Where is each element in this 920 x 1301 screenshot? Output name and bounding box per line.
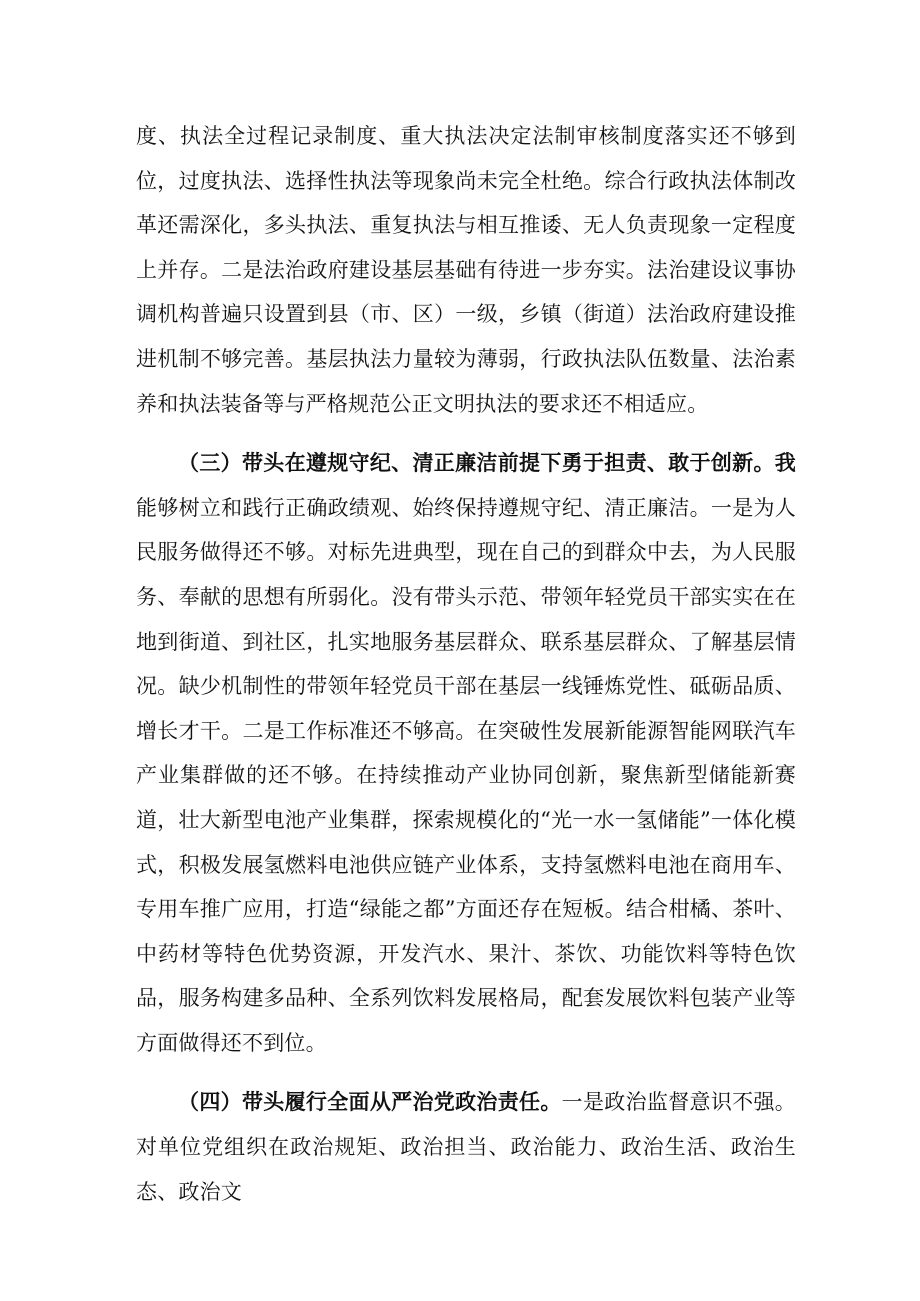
document-body	[136, 114, 796, 1214]
paragraph-section-three	[136, 441, 796, 1065]
paragraph-text: 一是政治监督意识不强。对单位党组织在政治规矩、政治担当、政治能力、政治生活、政治生态、政治文	[136, 1090, 796, 1204]
section-three-heading: （三）带头在遵规守纪、清正廉洁前提下勇于担责、敢于创新。我	[178, 450, 796, 476]
paragraph-text: 度、执法全过程记录制度、重大执法决定法制审核制度落实还不够到位，过度执法、选择性执法等现象尚未完全杜绝。综合行政执法体制改革还需深化，多头执法、重复执法与相互推诿、无人负责现象一定程度上并存。二是法治政府建设基层基础有待进一步夯实。法治建设议事协调机构普遍只设置到县（市、区）一级，乡镇（街道）法治政府建设推进机制不够完善。基层执法力量较为薄弱，行政执法队伍数量、法治素养和执法装备等与严格规范公正文明执法的要求还不相适应。	[136, 124, 796, 416]
paragraph-rule-of-law	[136, 114, 796, 426]
paragraph-section-four	[136, 1080, 796, 1214]
section-four-heading: （四）带头履行全面从严治党政治责任。	[178, 1089, 562, 1115]
paragraph-text: 能够树立和践行正确政绩观、始终保持遵规守纪、清正廉洁。一是为人民服务做得还不够。对标先进典型，现在自己的到群众中去，为人民服务、奉献的思想有所弱化。没有带头示范、带领年轻党员干部实实在在地到街道、到社区，扎实地服务基层群众、联系基层群众、了解基层情况。缺少机制性的带领年轻党员干部在基层一线锤炼党性、砥砺品质、增长才干。二是工作标准还不够高。在突破性发展新能源智能网联汽车产业集群做的还不够。在持续推动产业协同创新，聚焦新型储能新赛道，壮大新型电池产业集群，探索规模化的“光一水一氢储能”一体化模式，积极发展氢燃料电池供应链产业体系，支持氢燃料电池在商用车、专用车推广应用，打造“绿能之都”方面还存在短板。结合柑橘、茶叶、中药材等特色优势资源，开发汽水、果汁、茶饮、功能饮料等特色饮品，服务构建多品种、全系列饮料发展格局，配套发展饮料包装产业等方面做得还不到位。	[136, 495, 796, 1055]
